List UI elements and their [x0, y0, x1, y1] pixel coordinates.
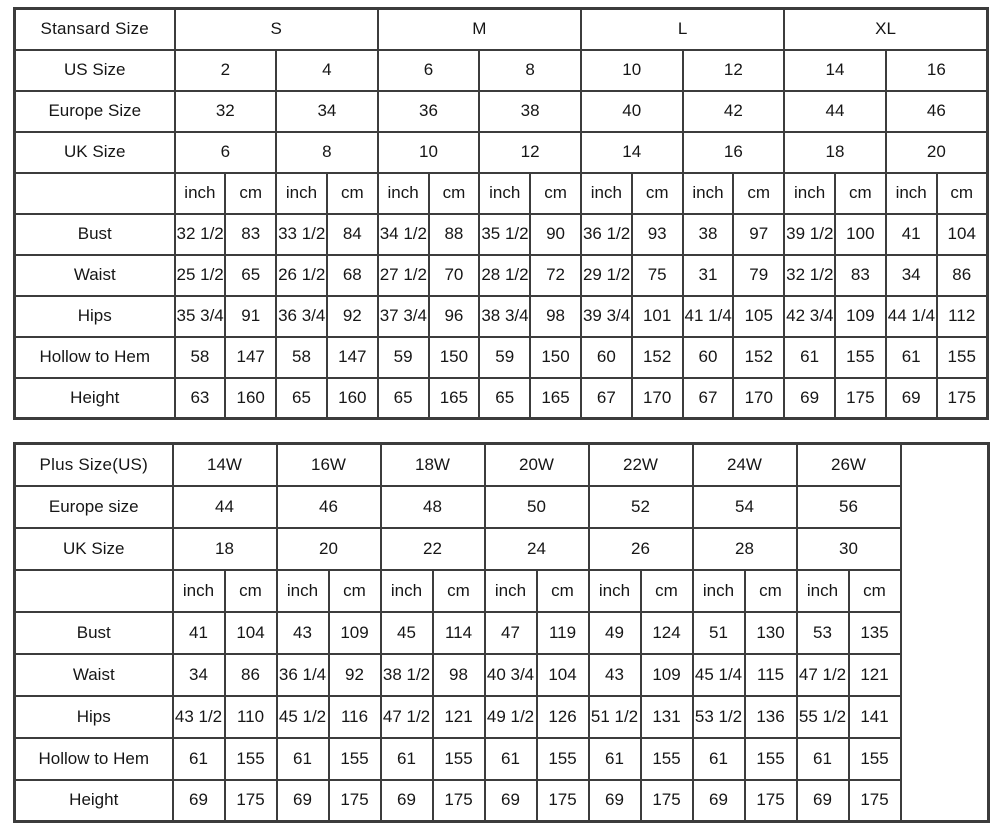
measurement-value-cell: 45: [381, 612, 433, 654]
measurement-value-cell: 105: [733, 296, 784, 337]
unit-header-cell: cm: [225, 173, 276, 214]
standard-size-table: [13, 7, 989, 420]
measurement-value-cell: 60: [581, 337, 632, 378]
measurement-value-cell: 51: [693, 612, 745, 654]
measurement-value-cell: 59: [479, 337, 530, 378]
measurement-value-cell: 58: [175, 337, 226, 378]
size-value-cell: 26: [589, 528, 693, 570]
measurement-value-cell: 175: [835, 378, 886, 419]
size-group-header: 18W: [381, 444, 485, 486]
trailing-empty-cell: [901, 444, 989, 822]
measurement-value-cell: 155: [745, 738, 797, 780]
size-group-header: M: [378, 9, 581, 50]
measurement-value-cell: 55 1/2: [797, 696, 849, 738]
measurement-value-cell: 150: [429, 337, 480, 378]
size-value-cell: 36: [378, 91, 480, 132]
measurement-value-cell: 61: [381, 738, 433, 780]
measurement-value-cell: 175: [641, 780, 693, 822]
measurement-value-cell: 104: [537, 654, 589, 696]
measurement-value-cell: 38 1/2: [381, 654, 433, 696]
measurement-value-cell: 53 1/2: [693, 696, 745, 738]
measurement-value-cell: 84: [327, 214, 378, 255]
measurement-value-cell: 25 1/2: [175, 255, 226, 296]
table-gap: [13, 420, 987, 442]
unit-header-cell: inch: [797, 570, 849, 612]
size-value-cell: 22: [381, 528, 485, 570]
measurement-value-cell: 98: [530, 296, 581, 337]
measurement-value-cell: 41 1/4: [683, 296, 734, 337]
unit-header-cell: inch: [381, 570, 433, 612]
measurement-value-cell: 58: [276, 337, 327, 378]
size-value-cell: 12: [683, 50, 785, 91]
unit-header-cell: inch: [276, 173, 327, 214]
measurement-value-cell: 44 1/4: [886, 296, 937, 337]
unit-header-cell: cm: [641, 570, 693, 612]
size-value-cell: 44: [173, 486, 277, 528]
measurement-value-cell: 141: [849, 696, 901, 738]
row-label: Waist: [15, 255, 175, 296]
corner-empty-cell: [15, 570, 173, 612]
measurement-value-cell: 61: [797, 738, 849, 780]
size-value-cell: 34: [276, 91, 378, 132]
measurement-value-cell: 69: [381, 780, 433, 822]
size-value-cell: 52: [589, 486, 693, 528]
size-value-cell: 28: [693, 528, 797, 570]
measurement-value-cell: 86: [937, 255, 988, 296]
measurement-value-cell: 136: [745, 696, 797, 738]
row-label: Europe Size: [15, 91, 175, 132]
measurement-value-cell: 38 3/4: [479, 296, 530, 337]
measurement-value-cell: 35 3/4: [175, 296, 226, 337]
row-label: Bust: [15, 214, 175, 255]
size-group-header: 20W: [485, 444, 589, 486]
row-label: Europe size: [15, 486, 173, 528]
measurement-value-cell: 97: [733, 214, 784, 255]
measurement-value-cell: 150: [530, 337, 581, 378]
measurement-value-cell: 43: [589, 654, 641, 696]
measurement-value-cell: 61: [886, 337, 937, 378]
measurement-value-cell: 130: [745, 612, 797, 654]
measurement-value-cell: 155: [849, 738, 901, 780]
size-value-cell: 42: [683, 91, 785, 132]
size-value-cell: 20: [886, 132, 988, 173]
measurement-value-cell: 61: [173, 738, 225, 780]
unit-header-cell: inch: [693, 570, 745, 612]
measurement-value-cell: 155: [225, 738, 277, 780]
size-value-cell: 44: [784, 91, 886, 132]
measurement-value-cell: 114: [433, 612, 485, 654]
measurement-value-cell: 79: [733, 255, 784, 296]
measurement-value-cell: 70: [429, 255, 480, 296]
measurement-value-cell: 36 1/4: [277, 654, 329, 696]
unit-header-cell: cm: [537, 570, 589, 612]
row-label: Waist: [15, 654, 173, 696]
measurement-value-cell: 160: [327, 378, 378, 419]
size-value-cell: 30: [797, 528, 901, 570]
measurement-value-cell: 101: [632, 296, 683, 337]
size-value-cell: 24: [485, 528, 589, 570]
row-label: Height: [15, 378, 175, 419]
measurement-value-cell: 104: [225, 612, 277, 654]
measurement-value-cell: 26 1/2: [276, 255, 327, 296]
measurement-value-cell: 98: [433, 654, 485, 696]
measurement-value-cell: 93: [632, 214, 683, 255]
measurement-value-cell: 34: [173, 654, 225, 696]
table-title: Stansard Size: [15, 9, 175, 50]
size-value-cell: 46: [886, 91, 988, 132]
measurement-value-cell: 43 1/2: [173, 696, 225, 738]
measurement-value-cell: 170: [632, 378, 683, 419]
unit-header-cell: cm: [225, 570, 277, 612]
measurement-value-cell: 104: [937, 214, 988, 255]
row-label: Bust: [15, 612, 173, 654]
size-value-cell: 48: [381, 486, 485, 528]
measurement-value-cell: 45 1/4: [693, 654, 745, 696]
measurement-value-cell: 34: [886, 255, 937, 296]
measurement-value-cell: 86: [225, 654, 277, 696]
measurement-value-cell: 175: [745, 780, 797, 822]
measurement-value-cell: 155: [329, 738, 381, 780]
size-group-header: 26W: [797, 444, 901, 486]
row-label: UK Size: [15, 528, 173, 570]
measurement-value-cell: 88: [429, 214, 480, 255]
measurement-value-cell: 36 1/2: [581, 214, 632, 255]
measurement-value-cell: 121: [433, 696, 485, 738]
unit-header-cell: cm: [632, 173, 683, 214]
size-group-header: XL: [784, 9, 987, 50]
measurement-value-cell: 155: [641, 738, 693, 780]
measurement-value-cell: 83: [225, 214, 276, 255]
size-value-cell: 8: [276, 132, 378, 173]
measurement-value-cell: 61: [693, 738, 745, 780]
measurement-value-cell: 28 1/2: [479, 255, 530, 296]
measurement-value-cell: 165: [429, 378, 480, 419]
measurement-value-cell: 69: [784, 378, 835, 419]
unit-header-cell: inch: [175, 173, 226, 214]
table-title: Plus Size(US): [15, 444, 173, 486]
measurement-value-cell: 72: [530, 255, 581, 296]
unit-header-cell: cm: [733, 173, 784, 214]
measurement-value-cell: 100: [835, 214, 886, 255]
row-label: US Size: [15, 50, 175, 91]
measurement-value-cell: 124: [641, 612, 693, 654]
measurement-value-cell: 35 1/2: [479, 214, 530, 255]
unit-header-cell: cm: [745, 570, 797, 612]
measurement-value-cell: 41: [886, 214, 937, 255]
measurement-value-cell: 119: [537, 612, 589, 654]
measurement-value-cell: 67: [581, 378, 632, 419]
unit-header-cell: inch: [784, 173, 835, 214]
measurement-value-cell: 49 1/2: [485, 696, 537, 738]
measurement-value-cell: 90: [530, 214, 581, 255]
measurement-value-cell: 160: [225, 378, 276, 419]
measurement-value-cell: 32 1/2: [784, 255, 835, 296]
measurement-value-cell: 91: [225, 296, 276, 337]
measurement-value-cell: 47 1/2: [381, 696, 433, 738]
measurement-value-cell: 126: [537, 696, 589, 738]
measurement-value-cell: 110: [225, 696, 277, 738]
unit-header-cell: cm: [329, 570, 381, 612]
measurement-value-cell: 65: [225, 255, 276, 296]
measurement-value-cell: 155: [937, 337, 988, 378]
row-label: Hips: [15, 696, 173, 738]
measurement-value-cell: 27 1/2: [378, 255, 429, 296]
unit-header-cell: cm: [835, 173, 886, 214]
measurement-value-cell: 67: [683, 378, 734, 419]
size-group-header: 14W: [173, 444, 277, 486]
size-value-cell: 10: [581, 50, 683, 91]
size-group-header: 16W: [277, 444, 381, 486]
measurement-value-cell: 92: [327, 296, 378, 337]
unit-header-cell: cm: [530, 173, 581, 214]
measurement-value-cell: 43: [277, 612, 329, 654]
measurement-value-cell: 39 3/4: [581, 296, 632, 337]
row-label: UK Size: [15, 132, 175, 173]
unit-header-cell: cm: [433, 570, 485, 612]
size-value-cell: 56: [797, 486, 901, 528]
measurement-value-cell: 42 3/4: [784, 296, 835, 337]
measurement-value-cell: 61: [485, 738, 537, 780]
measurement-value-cell: 135: [849, 612, 901, 654]
measurement-value-cell: 33 1/2: [276, 214, 327, 255]
measurement-value-cell: 31: [683, 255, 734, 296]
measurement-value-cell: 69: [589, 780, 641, 822]
measurement-value-cell: 65: [276, 378, 327, 419]
size-value-cell: 6: [175, 132, 277, 173]
measurement-value-cell: 175: [937, 378, 988, 419]
size-value-cell: 18: [784, 132, 886, 173]
measurement-value-cell: 109: [835, 296, 886, 337]
plus-size-table: [13, 442, 990, 823]
measurement-value-cell: 92: [329, 654, 381, 696]
measurement-value-cell: 121: [849, 654, 901, 696]
measurement-value-cell: 60: [683, 337, 734, 378]
measurement-value-cell: 47 1/2: [797, 654, 849, 696]
size-value-cell: 14: [581, 132, 683, 173]
measurement-value-cell: 65: [378, 378, 429, 419]
measurement-value-cell: 41: [173, 612, 225, 654]
measurement-value-cell: 175: [537, 780, 589, 822]
measurement-value-cell: 49: [589, 612, 641, 654]
measurement-value-cell: 109: [641, 654, 693, 696]
measurement-value-cell: 109: [329, 612, 381, 654]
measurement-value-cell: 32 1/2: [175, 214, 226, 255]
measurement-value-cell: 36 3/4: [276, 296, 327, 337]
size-value-cell: 16: [886, 50, 988, 91]
unit-header-cell: inch: [589, 570, 641, 612]
measurement-value-cell: 69: [277, 780, 329, 822]
measurement-value-cell: 175: [329, 780, 381, 822]
measurement-value-cell: 53: [797, 612, 849, 654]
unit-header-cell: cm: [327, 173, 378, 214]
row-label: Hollow to Hem: [15, 738, 173, 780]
measurement-value-cell: 147: [327, 337, 378, 378]
measurement-value-cell: 61: [589, 738, 641, 780]
measurement-value-cell: 61: [784, 337, 835, 378]
measurement-value-cell: 165: [530, 378, 581, 419]
size-value-cell: 32: [175, 91, 277, 132]
measurement-value-cell: 69: [173, 780, 225, 822]
unit-header-cell: inch: [683, 173, 734, 214]
unit-header-cell: inch: [277, 570, 329, 612]
size-group-header: 24W: [693, 444, 797, 486]
unit-header-cell: cm: [937, 173, 988, 214]
size-value-cell: 10: [378, 132, 480, 173]
measurement-value-cell: 175: [849, 780, 901, 822]
measurement-value-cell: 75: [632, 255, 683, 296]
unit-header-cell: inch: [485, 570, 537, 612]
size-value-cell: 4: [276, 50, 378, 91]
measurement-value-cell: 115: [745, 654, 797, 696]
size-value-cell: 20: [277, 528, 381, 570]
size-value-cell: 18: [173, 528, 277, 570]
measurement-value-cell: 155: [835, 337, 886, 378]
size-group-header: L: [581, 9, 784, 50]
size-value-cell: 8: [479, 50, 581, 91]
measurement-value-cell: 69: [693, 780, 745, 822]
unit-header-cell: inch: [886, 173, 937, 214]
row-label: Height: [15, 780, 173, 822]
measurement-value-cell: 63: [175, 378, 226, 419]
measurement-value-cell: 69: [797, 780, 849, 822]
measurement-value-cell: 155: [433, 738, 485, 780]
unit-header-cell: inch: [378, 173, 429, 214]
measurement-value-cell: 152: [733, 337, 784, 378]
measurement-value-cell: 175: [433, 780, 485, 822]
unit-header-cell: inch: [479, 173, 530, 214]
size-value-cell: 14: [784, 50, 886, 91]
measurement-value-cell: 69: [485, 780, 537, 822]
size-value-cell: 6: [378, 50, 480, 91]
size-value-cell: 40: [581, 91, 683, 132]
measurement-value-cell: 131: [641, 696, 693, 738]
unit-header-cell: inch: [581, 173, 632, 214]
measurement-value-cell: 65: [479, 378, 530, 419]
measurement-value-cell: 112: [937, 296, 988, 337]
measurement-value-cell: 47: [485, 612, 537, 654]
size-group-header: S: [175, 9, 378, 50]
size-value-cell: 16: [683, 132, 785, 173]
measurement-value-cell: 69: [886, 378, 937, 419]
size-group-header: 22W: [589, 444, 693, 486]
size-value-cell: 54: [693, 486, 797, 528]
measurement-value-cell: 155: [537, 738, 589, 780]
measurement-value-cell: 83: [835, 255, 886, 296]
measurement-value-cell: 38: [683, 214, 734, 255]
size-value-cell: 50: [485, 486, 589, 528]
measurement-value-cell: 152: [632, 337, 683, 378]
unit-header-cell: inch: [173, 570, 225, 612]
unit-header-cell: cm: [849, 570, 901, 612]
measurement-value-cell: 40 3/4: [485, 654, 537, 696]
measurement-value-cell: 175: [225, 780, 277, 822]
measurement-value-cell: 96: [429, 296, 480, 337]
size-value-cell: 46: [277, 486, 381, 528]
corner-empty-cell: [15, 173, 175, 214]
measurement-value-cell: 61: [277, 738, 329, 780]
row-label: Hips: [15, 296, 175, 337]
measurement-value-cell: 170: [733, 378, 784, 419]
measurement-value-cell: 68: [327, 255, 378, 296]
measurement-value-cell: 116: [329, 696, 381, 738]
measurement-value-cell: 34 1/2: [378, 214, 429, 255]
size-value-cell: 38: [479, 91, 581, 132]
row-label: Hollow to Hem: [15, 337, 175, 378]
measurement-value-cell: 39 1/2: [784, 214, 835, 255]
size-value-cell: 12: [479, 132, 581, 173]
measurement-value-cell: 51 1/2: [589, 696, 641, 738]
measurement-value-cell: 147: [225, 337, 276, 378]
measurement-value-cell: 45 1/2: [277, 696, 329, 738]
measurement-value-cell: 59: [378, 337, 429, 378]
measurement-value-cell: 29 1/2: [581, 255, 632, 296]
measurement-value-cell: 37 3/4: [378, 296, 429, 337]
unit-header-cell: cm: [429, 173, 480, 214]
size-value-cell: 2: [175, 50, 277, 91]
